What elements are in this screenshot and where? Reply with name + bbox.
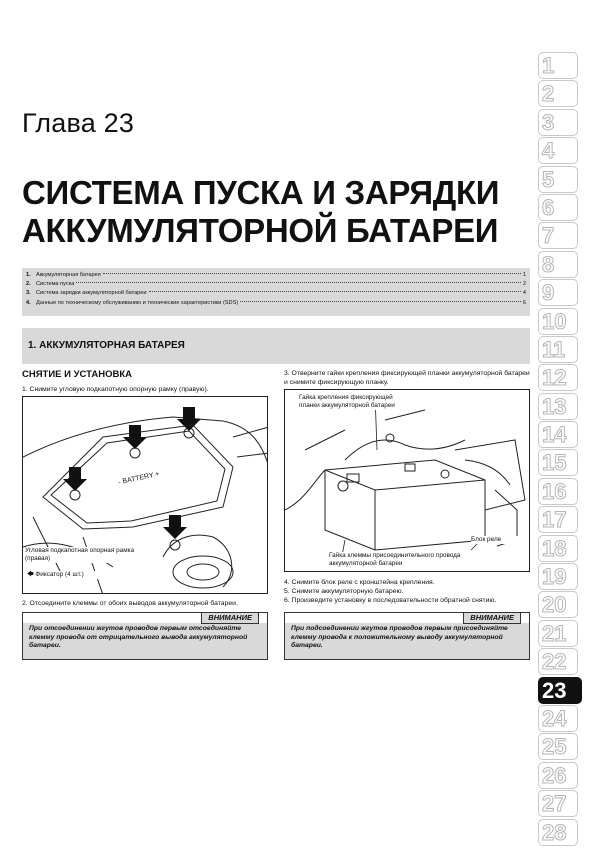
chapter-tab[interactable]: 2 bbox=[538, 80, 578, 107]
chapter-tab[interactable]: 7 bbox=[538, 222, 578, 249]
battery-label: - BATTERY + bbox=[117, 470, 161, 487]
chapter-tab[interactable]: 20 bbox=[538, 591, 578, 618]
chapter-title bbox=[22, 174, 499, 250]
toc-item[interactable] bbox=[26, 299, 526, 308]
toc-leader bbox=[103, 273, 521, 274]
chapter-tab[interactable]: 9 bbox=[538, 279, 578, 306]
toc-item-page: 1 bbox=[522, 272, 526, 278]
toc-item-number: 2. bbox=[26, 281, 31, 288]
toc-item-text: Данные по техническому обслуживанию и технические характеристики (SDS) bbox=[36, 299, 239, 306]
figure-battery-clamp bbox=[284, 389, 530, 572]
chapter-tab[interactable]: 18 bbox=[538, 535, 578, 562]
warning-title: ВНИМАНИЕ bbox=[463, 612, 521, 624]
chapter-tab[interactable]: 21 bbox=[538, 620, 578, 647]
step-5: 5. Снимите аккумуляторную батарею. bbox=[284, 588, 404, 595]
step-2: 2. Отсоедините клеммы от обоих выводов аккумуляторной батареи. bbox=[22, 600, 238, 607]
chapter-tabs bbox=[538, 52, 600, 847]
table-of-contents bbox=[22, 268, 530, 316]
step-6: 6. Произведите установку в последовательности обратной снятию. bbox=[284, 597, 497, 604]
chapter-tab[interactable]: 1 bbox=[538, 52, 578, 79]
chapter-tab[interactable]: 11 bbox=[538, 336, 578, 363]
chapter-tab[interactable]: 10 bbox=[538, 308, 578, 335]
toc-item-text: Система пуска bbox=[36, 281, 75, 288]
warning-title: ВНИМАНИЕ bbox=[201, 612, 259, 624]
chapter-title-line1: СИСТЕМА ПУСКА И ЗАРЯДКИ bbox=[22, 174, 500, 211]
label-support-frame: Угловая подкапотная опорная рамка (правая) bbox=[25, 547, 143, 563]
chapter-label: Глава 23 bbox=[22, 108, 135, 138]
warning-text: При подсоединении жгутов проводов первым присоединяйте клемму провода к положительному выводу аккумуляторной батареи. bbox=[285, 623, 529, 659]
step-1: 1. Снимите угловую подкапотную опорную рамку (правую). bbox=[22, 386, 209, 393]
step-4: 4. Снимите блок реле с кронштейна крепления. bbox=[284, 579, 435, 586]
warning-box-left bbox=[22, 612, 268, 660]
chapter-tab[interactable]: 4 bbox=[538, 137, 578, 164]
battery-clamp-drawing bbox=[285, 390, 530, 572]
toc-item-page: 4 bbox=[522, 290, 526, 297]
toc-item[interactable] bbox=[26, 271, 526, 280]
toc-item-page: 6 bbox=[522, 299, 526, 306]
toc-item-number: 3. bbox=[26, 290, 31, 297]
warning-text: При отсоединении жгутов проводов первым отсоединяйте клемму провода от отрицательного вывода аккумуляторной батареи. bbox=[23, 623, 267, 659]
chapter-tab[interactable]: 17 bbox=[538, 506, 578, 533]
toc-item-text: Аккумуляторная батарея bbox=[36, 272, 101, 278]
chapter-tab[interactable]: 8 bbox=[538, 251, 578, 278]
toc-item[interactable] bbox=[26, 289, 526, 298]
toc-item-number: 4. bbox=[26, 299, 31, 306]
chapter-tab[interactable]: 26 bbox=[538, 762, 578, 789]
chapter-tab[interactable]: 28 bbox=[538, 819, 578, 846]
chapter-tab[interactable]: 24 bbox=[538, 705, 578, 732]
chapter-tab[interactable]: 14 bbox=[538, 421, 578, 448]
chapter-tab[interactable]: 27 bbox=[538, 790, 578, 817]
section-heading: 1. АККУМУЛЯТОРНАЯ БАТАРЕЯ bbox=[22, 328, 530, 364]
toc-item[interactable] bbox=[26, 280, 526, 289]
chapter-tab[interactable]: 15 bbox=[538, 449, 578, 476]
toc-leader bbox=[76, 282, 521, 283]
chapter-tab[interactable]: 22 bbox=[538, 648, 578, 675]
chapter-tab[interactable]: 5 bbox=[538, 166, 578, 193]
toc-item-page: 2 bbox=[522, 281, 526, 288]
figure-support-frame bbox=[22, 396, 268, 594]
chapter-tab[interactable]: 13 bbox=[538, 393, 578, 420]
label-relay-block: Блок реле bbox=[471, 536, 523, 544]
toc-item-number: 1. bbox=[26, 272, 31, 278]
chapter-tab[interactable]: 3 bbox=[538, 109, 578, 136]
chapter-tab[interactable]: 19 bbox=[538, 563, 578, 590]
toc-leader bbox=[240, 301, 521, 302]
chapter-tab-active[interactable]: 23 bbox=[538, 677, 582, 704]
chapter-title-line2: АККУМУЛЯТОРНОЙ БАТАРЕИ bbox=[22, 212, 499, 249]
support-frame-drawing bbox=[23, 397, 268, 594]
chapter-tab[interactable]: 16 bbox=[538, 478, 578, 505]
step-3: 3. Отверните гайки крепления фиксирующей планки аккумуляторной батареи и снимите фиксирующую планку. bbox=[284, 370, 530, 386]
label-terminal-nut: Гайка клеммы присоединительного провода аккумуляторной батареи bbox=[329, 552, 489, 568]
arrow-left-icon: 🡄 bbox=[27, 571, 34, 578]
chapter-tab[interactable]: 25 bbox=[538, 733, 578, 760]
chapter-tab[interactable]: 12 bbox=[538, 364, 578, 391]
label-clamp-nut: Гайка крепления фиксирующей планки аккумуляторной батареи bbox=[299, 394, 409, 410]
warning-box-right bbox=[284, 612, 530, 660]
chapter-tab[interactable]: 6 bbox=[538, 194, 578, 221]
subsection-heading: СНЯТИЕ И УСТАНОВКА bbox=[22, 369, 132, 380]
toc-item-text: Система зарядки аккумуляторной батареи bbox=[36, 290, 147, 297]
toc-leader bbox=[149, 291, 521, 292]
label-clip: 🡄 Фиксатор (4 шт.) bbox=[27, 571, 137, 579]
